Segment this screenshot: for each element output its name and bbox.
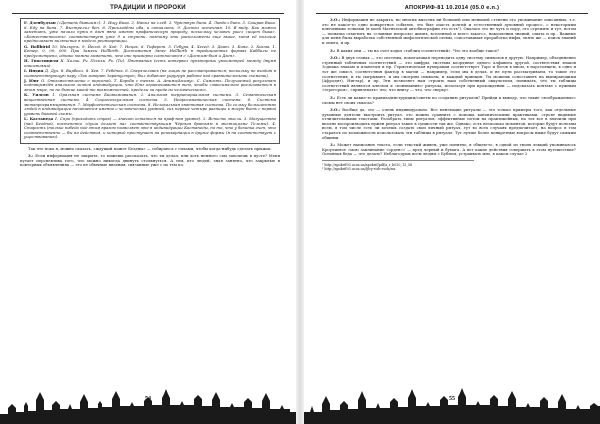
box-entry-term: F. Дзенбудзан [24,20,56,25]
paragraph-text: Вообще да, это — очень индивидуально. Все менеющие ритуалы — это только примеры того, как отдельные духовные деятели выстроить ритуал, это можно сравнить с помощь каноническими практиками, строят видимые отличительными текстами. Разобрать типы ритуалов, эффективные потом на практикейных, на тех все в значили при вполне воспроизводить нужен ритуал такие в сущности так же. Однако, есть несколько моментов, которые будут полезны всем, в том числе есть ли хочешь создать свои личный ритуал, тут во всех случаях предпочитает, на вопрос в том стараюсь по возможности использовать эти таблицы в ритуале. Тут лучше более конкретные вопросы ниже будут самыми общими. [322,107,576,140]
speaker-lead: 3.: [330,94,336,100]
comparison-box [20,18,280,144]
box-entry [24,79,276,93]
speaker-lead: 3.О.: [330,107,341,113]
box-entry-term: H. Гностицизм [24,58,59,64]
box-entry-text: К. Хилик. Pv. Пссихк. Pv, (Ти). Пневматик (есть интервал пункторных умосмотрей между двумя описаниями). [24,58,276,68]
city-skyline-illustration [304,384,600,424]
paragraph-text: Есть ли какие-то правила/инструкции/советы по созданию ритуалов? Прийди к выводу, что такие «воображаемые» схемы нет своих смысла? [322,94,576,105]
speaker-lead: 3.: [330,47,336,53]
book-gutter [296,0,304,424]
box-entry [24,93,276,116]
paragraph-text: Информация не закрыта, но многих вместих ни большей или меньшей степени это упоминание описанных, т.е. это не какое-то одно конкретное событие, это был опасть долгий и естественный духовный процесс, с некоторыми ключевыми точками (в моей Магической автобиографии это есть¹). Окалась это не чуть и пору, его стремить и тут, потом — попытка отметить на «главные вопросы» жизнь, вселенной и всего такого», накопления знаний, опыта и пр.. Важные для меня была выработка собственной мифологической схемы, сопоставимая проработка нифы, опять же — поиск знаний и опыта, и пр. [322,18,576,45]
box-entry-text: Д. Дух. 8. Вирбеал. 8. Хев. 7. Ребёнок. 6. Сверхчеловек (на лицах не рассматривается, поскольку не входит в соответствующую пару «Так говорит Заратустра»; был добавлен укругруп работе над сравнительными схемами). [24,68,277,78]
left-page [0,0,296,424]
right-page [304,0,600,424]
body-paragraph [322,56,576,93]
box-entry [24,117,276,140]
right-page-header: АПОКРИФ-81 10.2014 (05.0 e.n.) [404,5,500,11]
speaker-lead: 3.: [28,153,34,159]
box-entry-term: K. Уилсон [24,92,49,98]
body-paragraph [322,96,576,105]
paragraph-text: Так что пока я, можно сказать, «ждущий может Бездны» — собираюсь с силами, чтобы когда-нибудь сделать прыжок. [28,145,272,151]
box-entry [24,45,276,59]
box-entry-term: L. Кастанеда [24,116,54,121]
box-entry-term: I. Индия [24,68,44,73]
left-page-header: ТРАДИЦИИ И ПРОРОКИ [110,5,186,11]
body-paragraph [322,143,576,157]
speaker-lead: 3.О.: [330,18,341,22]
box-entry-text: 1. Спро (проходить страх) — значит остаться на праф-вом уровне). 2. Ясность мысли. 3. Могущество (над Бездной, постепенно «душа делает на» соответствующим Чёрным братьям в мистицизме Телемы). 4. Старость (только победа над этим врагом позволяет мне в индивидуации Кастанеды, но то, что у безинка очен, что соответственно — бы на действия, и который проступает на реинкарнации в другие формы (я на соответствует с уществованию). [24,116,276,140]
box-entry-text: («Детать бывшим»): 1. Ищу Вика. 2. Напал на слеб. 3. Чувствую бина. 4. Ливдел бино. 5. Сашрав Вика. 6. Еду на бина. 7. Выстрелил бен. 8. Прикладёны иба, и саниалить. 9. Достал истечная. 10. В виду. Как можно заметить, уже начало пути в дзен явно имеют профаническую природу, поскольку человек ушел «ищет быка». «Божественность» соответствует уже 9 и ступени, поэтому эти расположены еще выше, хотя её наличие предполагает включение в модель реинкарнации. [24,20,276,44]
box-entry [24,59,276,68]
right-page-body [322,18,576,388]
paragraph-text: Может написание текста, если текстый живем, уже понятно, в общем-то, в одной из твоих лекций упоминалось Кроулиевое «мою заклинание «орден»» — пред черный и бумага. А вот какие действия совершать в этом путешествие? Основная беда — что делать? Неблагодушь всем людям с Бубном, устраивать мне, в каком случае 2 [322,142,576,157]
box-entry-term: G. Hollbirid [24,43,50,49]
speaker-lead: 3.: [330,142,336,148]
speaker-lead: 3.О.: [330,55,341,61]
header-rule [316,13,588,14]
left-page-body [20,18,280,388]
footnotes [322,160,474,171]
header-rule [12,13,284,14]
page-number: 54 [145,396,151,402]
body-paragraph [20,147,280,152]
box-entry-text: 1. Оральная система Биовыживания. 2. Анальная территориальная система. 3. Семантическая вещественная система. 4. Социосексуальная система. 5. Нейросоматическая система. 6. Система метапрограммирования. 7. Морфогенетическая система. 8. Нелокальная квантовая система. По сольку большинство людей в индивидуации начинается именно с человеческих уровней, сих первые четыре разницы к могут быть с первой уровень базовой схемы. [24,92,276,116]
footnote-link[interactable]: ¹ http://apokrif93.ucoz.ua/apokrif/pdf/a_r_b020_13_58 [322,162,413,167]
page-number: 55 [449,396,455,402]
body-paragraph [322,108,576,140]
box-entry-term: J. Юнг [24,77,40,83]
footnote-link[interactable]: ² http://apokrif93.ucoz.ua/fjlcy-stdc-ruck/mz [322,166,396,171]
paragraph-text: В каких они — ты на счет ходил «таблиц соответствий». Что это вообще такое? [336,47,500,53]
box-entry [24,21,276,44]
paragraph-text: Если информация не закрыта, то можешь рассказать, что ты делал, или хоть немного сам захочешь в пусте? Меня путает перспектива того, что можно никогда двинуть столкнуться. А тем, кто людей, зная занятно, что закрытые в повторных объявлениях — это не обычные явления, связанные уже с по тем по. [20,153,280,168]
city-skyline-illustration [0,384,296,424]
paragraph-text: В двух словах — это системы, помогающая переводить одну систему символов в другую. Например, объединенно стренный табличных соответствий — это шифры, системы координат одного алфавита другой, соответствия знаков Зодиака знакам и планетам и пр. Герметическая нумерация соответствует Таро и богов в ином, в нарстоящем, в одна и тот же смысл, соответствия фактор в магии — например, если мы в делах, и не пути рассматриваем, то такие это соотнесения, и ты сыгрывают, и мы смотрим символы, и каждый принцип. Ты можешь сопоставить на выпирающими (Афродит), Нигтар), и пр. Эти позволяет нам строить наш собственный оккультизм, понимать, что ты таблицы соответствий являются ключом к «пониманию» ритуала, используя при прохождении — подсказать контакт с нужным «эгрегором», «привлекать» что, что внизу — что, что сверху». [322,55,576,93]
body-paragraph [322,18,576,46]
box-entry-text: О. Отоожествление с персоной. Т. Борьба с тенью. А. Анима/Анимус. С. Самость. Получаемый результат подтверждён анализом личной индивидуации, что Юнг ограничивается тем, чтобы «максимально реализоваться в этом мире, но не бытие какой-то возможностей, пределы за пределы человеческого». [24,77,276,93]
box-entry-text: 10. Малкуть. 9. Йесод. 8. Ход. 7. Нецах. 6. Тиферет. 5. Гебура. 4. Хесед. 3. Даат. 3. Бина. 2. Хокма. 1. Кетер. 0, 00, 000. При Замеси Hellbirth. Достижения Занес Hellbirth в традиционных формах Каббалы не предусмотрено, однако можно заметить, что оно примерно соотносится с «Достиж-бым и Дзен». [24,43,276,58]
body-paragraph [20,154,280,168]
box-entry [24,69,276,78]
body-paragraph [322,49,576,54]
